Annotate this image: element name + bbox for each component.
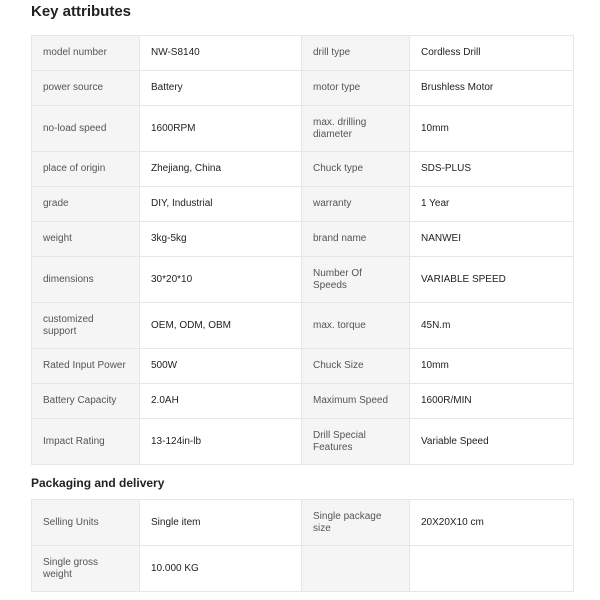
- table-row: [32, 106, 574, 152]
- attribute-value: 1 Year: [410, 187, 574, 222]
- attribute-value: 13-124in-lb: [140, 419, 302, 465]
- attribute-label: Single package size: [302, 500, 410, 546]
- attribute-value: NW-S8140: [140, 36, 302, 71]
- attribute-label: no-load speed: [32, 106, 140, 152]
- attribute-value: OEM, ODM, OBM: [140, 303, 302, 349]
- attribute-value: 45N.m: [410, 303, 574, 349]
- table-row: [32, 384, 574, 419]
- table-row: [32, 71, 574, 106]
- attribute-label: model number: [32, 36, 140, 71]
- attribute-value: 30*20*10: [140, 257, 302, 303]
- attribute-label: max. torque: [302, 303, 410, 349]
- attribute-value: Cordless Drill: [410, 36, 574, 71]
- attribute-value: 1600RPM: [140, 106, 302, 152]
- attribute-value: 3kg-5kg: [140, 222, 302, 257]
- attribute-value: Single item: [140, 500, 302, 546]
- attribute-label: warranty: [302, 187, 410, 222]
- attribute-label: Number Of Speeds: [302, 257, 410, 303]
- attribute-label: dimensions: [32, 257, 140, 303]
- packaging-table: [31, 499, 574, 592]
- attribute-label: place of origin: [32, 152, 140, 187]
- attribute-value: 1600R/MIN: [410, 384, 574, 419]
- attribute-value: [410, 546, 574, 592]
- attribute-label: Selling Units: [32, 500, 140, 546]
- table-row: [32, 303, 574, 349]
- table-row: [32, 36, 574, 71]
- attribute-value: 10mm: [410, 349, 574, 384]
- attribute-label: grade: [32, 187, 140, 222]
- attribute-value: SDS-PLUS: [410, 152, 574, 187]
- attribute-value: 10.000 KG: [140, 546, 302, 592]
- attribute-label: Rated Input Power: [32, 349, 140, 384]
- table-row: [32, 257, 574, 303]
- attribute-value: 2.0AH: [140, 384, 302, 419]
- attribute-value: NANWEI: [410, 222, 574, 257]
- attribute-value: 10mm: [410, 106, 574, 152]
- attribute-value: DIY, Industrial: [140, 187, 302, 222]
- attribute-value: 500W: [140, 349, 302, 384]
- table-row: [32, 349, 574, 384]
- attribute-label: customized support: [32, 303, 140, 349]
- attribute-label: motor type: [302, 71, 410, 106]
- attribute-label: power source: [32, 71, 140, 106]
- attribute-value: Variable Speed: [410, 419, 574, 465]
- attribute-label: [302, 546, 410, 592]
- attribute-value: Battery: [140, 71, 302, 106]
- attribute-label: Drill Special Features: [302, 419, 410, 465]
- attribute-value: Brushless Motor: [410, 71, 574, 106]
- attribute-label: drill type: [302, 36, 410, 71]
- table-row: [32, 152, 574, 187]
- attribute-label: Battery Capacity: [32, 384, 140, 419]
- attribute-label: Maximum Speed: [302, 384, 410, 419]
- attribute-value: VARIABLE SPEED: [410, 257, 574, 303]
- attribute-label: Single gross weight: [32, 546, 140, 592]
- key-attributes-table: [31, 35, 574, 465]
- attribute-label: brand name: [302, 222, 410, 257]
- attribute-value: 20X20X10 cm: [410, 500, 574, 546]
- packaging-title: Packaging and delivery: [31, 476, 165, 490]
- table-row: [32, 546, 574, 592]
- table-row: [32, 222, 574, 257]
- table-row: [32, 419, 574, 465]
- key-attributes-title: Key attributes: [31, 3, 132, 20]
- attribute-label: Chuck Size: [302, 349, 410, 384]
- attribute-value: Zhejiang, China: [140, 152, 302, 187]
- table-row: [32, 187, 574, 222]
- table-row: [32, 500, 574, 546]
- attribute-label: max. drilling diameter: [302, 106, 410, 152]
- attribute-label: weight: [32, 222, 140, 257]
- attribute-label: Impact Rating: [32, 419, 140, 465]
- attribute-label: Chuck type: [302, 152, 410, 187]
